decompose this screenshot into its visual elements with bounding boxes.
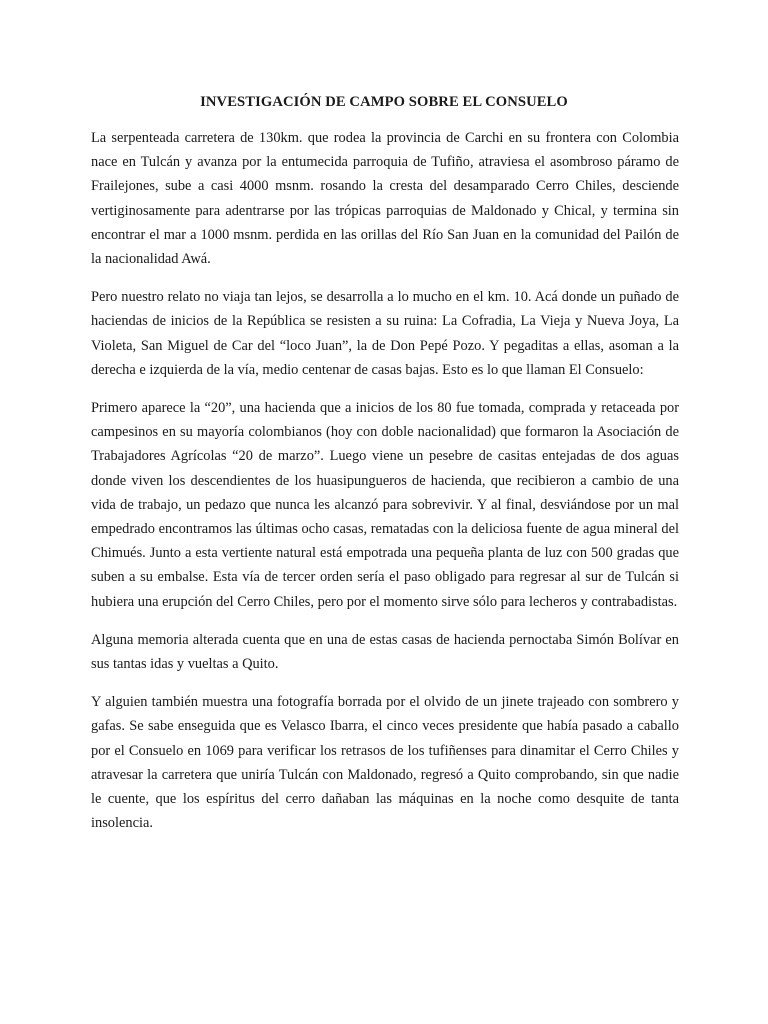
paragraph-4: Alguna memoria alterada cuenta que en una de estas casas de hacienda pernoctaba Simón Bolívar en sus tantas idas y vueltas a Quito.: [91, 631, 679, 673]
paragraph-3: Primero aparece la “20”, una hacienda que a inicios de los 80 fue tomada, comprada y retaceada por campesinos en su mayoría colombianos (hoy con doble nacionalidad) que formaron la Asociación de Trabajadores Agrícolas “20 de marzo”. Luego viene un pesebre de casitas entejadas de dos aguas donde viven los descendientes de los huasipungueros de hacienda, que recibieron a cambio de una vida de trabajo, un pedazo que nunca les alcanzó para sobrevivir. Y al final, desviándose por un mal empedrado encontramos las últimas ocho casas, rematadas con la deliciosa fuente de agua mineral del Chimués. Junto a esta vertiente natural está empotrada una pequeña planta de luz con 500 gradas que suben a su embalse. Esta vía de tercer orden sería el paso obligado para regresar al sur de Tulcán si hubiera una erupción del Cerro Chiles, pero por el momento sirve sólo para lecheros y contrabadistas.: [91, 400, 679, 610]
paragraph-2: Pero nuestro relato no viaja tan lejos, se desarrolla a lo mucho en el km. 10. Acá donde un puñado de haciendas de inicios de la República se resisten a su ruina: La Cofradia, La Vieja y Nueva Joya, La Violeta, San Miguel de Car del “loco Juan”, la de Don Pepé Pozo. Y pegaditas a ellas, asoman a la derecha e izquierda de la vía, medio centenar de casas bajas. Esto es lo que llaman El Consuelo:: [91, 289, 679, 378]
document-body: [91, 126, 679, 849]
paragraph-5: Y alguien también muestra una fotografía borrada por el olvido de un jinete trajeado con sombrero y gafas. Se sabe enseguida que es Velasco Ibarra, el cinco veces presidente que había pasado a caballo por el Consuelo en 1069 para verificar los retrasos de los tufiñenses para dinamitar el Cerro Chiles y atravesar la carretera que uniría Tulcán con Maldonado, regresó a Quito comprobando, sin que nadie le cuente, que los espíritus del cerro dañaban las máquinas en la noche como desquite de tanta insolencia.: [91, 694, 679, 832]
paragraph-1: La serpenteada carretera de 130km. que rodea la provincia de Carchi en su frontera con Colombia nace en Tulcán y avanza por la entumecida parroquia de Tufiño, atraviesa el asombroso páramo de Frailejones, sube a casi 4000 msnm. rosando la cresta del desamparado Cerro Chiles, desciende vertiginosamente para adentrarse por las trópicas parroquias de Maldonado y Chical, y termina sin encontrar el mar a 1000 msnm. perdida en las orillas del Río San Juan en la comunidad del Pailón de la nacionalidad Awá.: [91, 130, 679, 268]
document-title: INVESTIGACIÓN DE CAMPO SOBRE EL CONSUELO: [200, 94, 568, 110]
